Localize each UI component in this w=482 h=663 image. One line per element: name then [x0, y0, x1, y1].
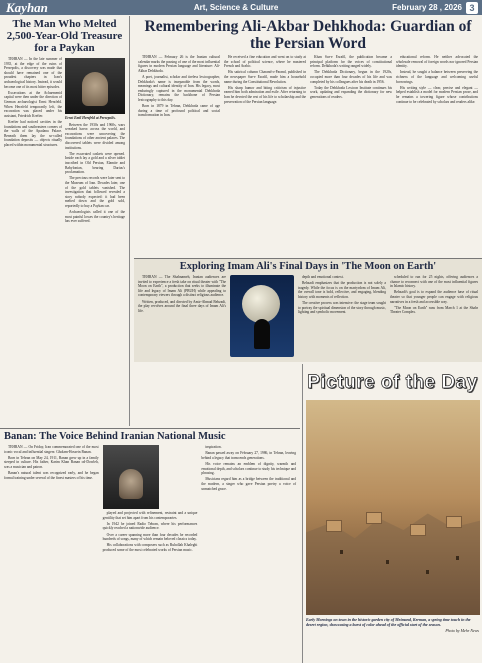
- paragraph: Born in Tehran on May 24, 1911, Banan grew up in a family steeped in culture. His father, Karim Khan Banan od-Dowleh, was a musician and patron.: [4, 455, 99, 469]
- paragraph: His collaborations with composers such as Ruhollah Khaleghi produced some of the most celebrated works of Persian music.: [102, 543, 198, 552]
- photo-house: [446, 516, 462, 528]
- photo-doorway: [426, 570, 429, 574]
- potd-caption: Early Mornings on town in the historic garden city of Meimand, Kerman, a spring time touch in the desert region, showcasing a burst of color ahead of the official start of the season.: [306, 617, 471, 627]
- paragraph: Banan passed away on February 27, 1986, in Tehran, leaving behind a legacy that transcends generations.: [201, 451, 297, 460]
- paragraph: The creative process was intensive: the stage team sought to portray the spiritual dimension of the story through music, lighting and symbolic movement.: [298, 301, 386, 315]
- poster-figure: [254, 319, 270, 349]
- paragraph: Banan's natural talent was recognized early, and he began formal training under several of the finest masters of his time.: [4, 471, 99, 480]
- article-column-3: [390, 275, 478, 357]
- moon-on-earth-poster: [230, 275, 294, 357]
- article-headline: Banan: The Voice Behind Iranian National Music: [4, 431, 226, 442]
- poster-moon: [242, 285, 280, 323]
- photo-house: [326, 520, 342, 532]
- paragraph: His voice remains an emblem of dignity, warmth and emotional depth, and scholars continue to study his technique and phrasing.: [201, 461, 297, 476]
- paragraph: TEHRAN — On Friday, Iran commemorated one of the most iconic vocal and influential singers: Gholam-Hossein Banan.: [4, 445, 99, 454]
- photo-house: [410, 524, 426, 536]
- picture-of-the-day: [302, 364, 482, 663]
- article-dehkhoda: [134, 16, 482, 256]
- paragraph: In 1942 he joined Radio Tehran, where his performances quickly reached a nationwide audience.: [102, 521, 198, 531]
- herzfeld-photo: [65, 58, 125, 114]
- paragraph: TEHRAN — February 26 is the Iranian cultural calendar marks the passing of one of the most influential figures in modern Persian language and literature: Ali-Akbar Dehkhoda.: [138, 55, 220, 73]
- paragraph: played and projected with refinement, restraint and a unique gentility that set him apart from his contemporaries.: [102, 511, 198, 520]
- paragraph: Behzadi emphasizes that the production is not solely a tragedy. While the focus is on the martyrdom of Imam Ali, the overall tone is bold, reflective, and engaging, blending history with moments of reflection.: [298, 281, 386, 299]
- article-column-4: [396, 55, 478, 120]
- paragraph: Excavations at the Achaemenid capital were then under the direction of German archaeologist Ernst Herzfeld. When Herzfeld temporarily left, the excavation was placed under his assistant, Friedrich Krefter.: [4, 90, 62, 118]
- article-column-2: [298, 275, 386, 357]
- potd-title-box: [306, 366, 479, 400]
- paragraph: Written, produced, and directed by Amir-Ahmad Behzadi, the play revolves around the final three days of Imam Ali's life.: [138, 299, 226, 313]
- photo-doorway: [456, 556, 459, 560]
- paragraph: Today the Dehkhoda Lexicon Institute continues his work, updating and expanding the dictionary for new generations of readers.: [310, 85, 392, 99]
- portrait-figure: [119, 469, 143, 499]
- paragraph: "The Moon on Earth" runs from March 1 at the Shahr Theater Complex.: [390, 305, 478, 315]
- photo-house: [366, 512, 382, 524]
- issue-date: February 28 , 2026: [392, 3, 462, 12]
- paragraph: The Dehkhoda Dictionary, begun in the 1920s, occupied more than four decades of his life and was completed by his colleagues after his death in 1956.: [310, 70, 392, 84]
- paragraph: scheduled to run for 25 nights, offering audiences a chance to reconnect with one of the most influential figures in Islamic history.: [390, 275, 478, 289]
- paragraph: Khan Sur-e Esrafil, the publication became a principal platform for the voices of constitutional reform. Dehkhoda's writing ranged widely.: [310, 55, 392, 69]
- photo-cliff: [306, 497, 480, 615]
- banan-photo: [103, 445, 159, 509]
- newspaper-logo: Kayhan: [6, 0, 48, 15]
- portrait-figure: [82, 72, 108, 106]
- potd-photo: [306, 400, 480, 615]
- article-column-2: [65, 57, 125, 225]
- paragraph: Born in 1879 in Tehran, Dehkhoda came of age during a time of profound political and social transformation in Iran.: [138, 104, 220, 118]
- potd-credit: Photo by Mehr News: [445, 628, 479, 633]
- page-number: 3: [466, 2, 478, 14]
- masthead: [0, 0, 482, 15]
- article-column-1: [138, 275, 226, 357]
- paragraph: His satirical column Charand-o-Parand, published in the newspaper Sur-e Esrafil, made him a household name during the Constitutional Revolution.: [224, 70, 306, 84]
- paragraph: educational reform. He neither advocated the wholesale removal of foreign words nor ignored Persian identity.: [396, 55, 478, 69]
- paragraph: The excavated caskets were opened. Inside each lay a gold and a silver tablet inscribed in Old Persian, Elamite and Babylonian, bearing Darius's proclamation.: [65, 151, 125, 175]
- article-column-2: [103, 445, 198, 554]
- article-column-1: [4, 57, 62, 225]
- article-column-3: [201, 445, 296, 554]
- paragraph: A poet, journalist, scholar and tireless lexicographer, Dehkhoda's name is inseparable from the words, meanings and cultural identity of Iran. His legacy, most enduringly captured in the monumental Dehkhoda Dictionary, remains the backbone of Persian lexicography to this day.: [138, 74, 220, 102]
- article-headline: Remembering Ali-Akbar Dehkhoda: Guardian of the Persian Word: [144, 18, 472, 52]
- paragraph: Behzadi's goal is to expand the audience base of ritual theater so that younger people can engage with religious narratives in a fresh and accessible way.: [390, 290, 478, 304]
- paragraph: inspiration.: [205, 445, 222, 449]
- article-column-2: [224, 55, 306, 120]
- paragraph: Over a career spanning more than four decades he recorded hundreds of songs, many of which remain beloved classics today.: [102, 532, 198, 542]
- paragraph: His sharp humor and biting criticism of injustice earned him both admiration and exile. After returning to Iran he devoted the rest of his life to scholarship and the preservation of the Persian language.: [224, 85, 306, 104]
- paragraph: Instead, he sought a balance between preserving the richness of the language and welcoming useful borrowings.: [396, 70, 478, 84]
- paragraph: Musicians regard him as a bridge between the traditional and the modern, a singer who gave Persian poetry a voice of unmatched grace.: [201, 477, 297, 491]
- article-moon-on-earth: [134, 258, 482, 362]
- paragraph: The precious records were later sent to the Museum of Iran. Decades later, one of the gold tablets vanished. The investigation that followed revealed a story nobody expected: it had been melted down and the gold sold, reportedly to buy a Paykan car.: [65, 176, 125, 208]
- article-headline: Exploring Imam Ali's Final Days in 'The Moon on Earth': [179, 261, 437, 272]
- photo-caption: Ernst Emil Herzfeld at Persepolis.: [65, 116, 116, 120]
- paragraph: Krefter had noticed cavities in the foundations and southeastern corners of the walls of the Apadana Palace. Beneath them lay the so-called foundation deposits — objects ritually placed within monumental structures.: [4, 119, 62, 147]
- paragraph: His writing style — clear, precise and elegant — helped establish a model for modern Persian prose, and he remains a towering figure whose contributions continue to be celebrated by scholars and readers alike.: [396, 85, 478, 104]
- paragraph: He received a fine education and went on to study at the school of political science, where he mastered French and Arabic.: [224, 55, 306, 69]
- potd-title: Picture of the Day: [307, 372, 478, 393]
- paragraph: TEHRAN — The Shahnameh, Iranian audiences are invited to experience a fresh take on ritual theater with "The Moon on Earth", a production that seeks to illuminate the life and legacy of Imam Ali (PBUH) while appealing to contemporary viewers through a distinct religious audience.: [138, 275, 226, 298]
- article-column-3: [310, 55, 392, 120]
- photo-doorway: [340, 550, 343, 554]
- section-title: Art, Science & Culture: [193, 3, 279, 12]
- article-melted-treasure: [0, 16, 130, 426]
- photo-doorway: [386, 560, 389, 564]
- paragraph: Between the 1930s and 1960s, wars wreaked havoc across the world, and excavations were uncovering the foundations of other ancient palaces. The discovered tablets were divided among institutions.: [65, 122, 125, 150]
- paragraph: Archaeologists called it one of the most painful losses the country's heritage has ever suffered.: [65, 210, 125, 224]
- paragraph: TEHRAN — In the late summer of 1935, at the edge of the ruins of Persepolis, a discovery was made that should have remained one of the proudest chapters in Iran's archaeological history. Instead, it would become one of its most bitter episodes.: [4, 57, 62, 89]
- article-column-1: [138, 55, 220, 120]
- article-column-1: [4, 445, 99, 554]
- paragraph: depth and emotional context.: [302, 275, 344, 279]
- article-headline: The Man Who Melted 2,500-Year-Old Treasure for a Paykan: [6, 18, 123, 54]
- article-banan: [0, 428, 300, 663]
